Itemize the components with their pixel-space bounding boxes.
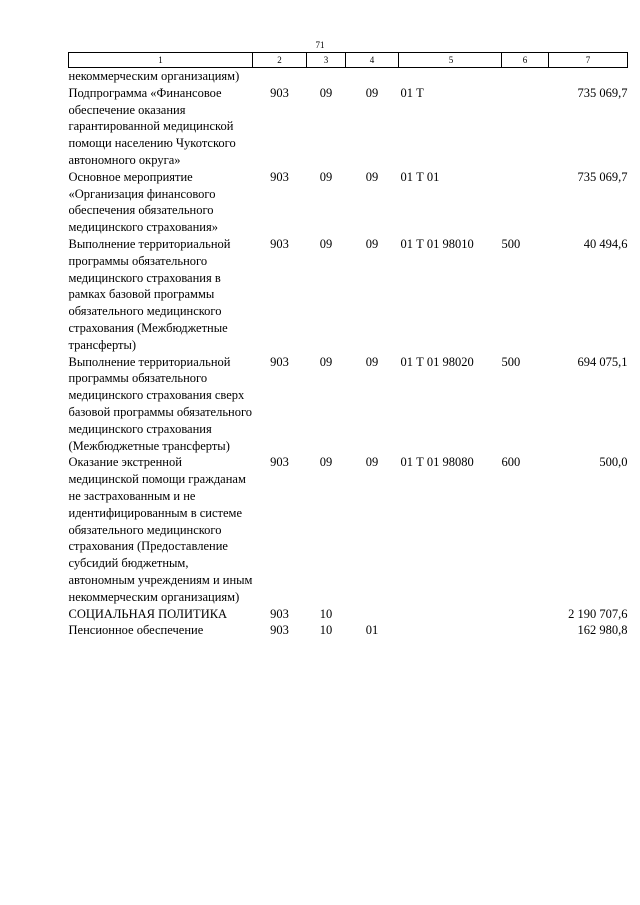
table-row [69,354,628,455]
row-target-item: 01 Т 01 [400,169,440,184]
row-ministry-code: 903 [270,236,289,251]
row-section: 09 [319,85,333,100]
row-name: Выполнение территориальной программы обязательного медицинского страхования сверх базовой программы обязательного медицинского страхования (Межбюджетные трансферты) [68,354,253,453]
row-section: 09 [319,455,333,470]
row-name: Оказание экстренной медицинской помощи гражданам не застрахованным и не идентифицированным в системе обязательного медицинского страхования (Предоставление субсидий бюджетным, автономным учреждениям и иным некоммерческим организациям) [68,455,253,604]
table-row [69,236,628,354]
row-subsection: 01 [365,623,379,638]
row-expense-type: 600 [501,455,521,470]
row-subsection: 09 [365,169,379,184]
row-subsection [346,606,399,623]
header-col-3: 3 [307,53,346,68]
row-name: Основное мероприятие «Организация финансового обеспечения обязательного медицинского страхования» [68,169,218,235]
row-ministry-code [253,68,307,85]
row-ministry-code: 903 [270,606,289,621]
table-row [69,68,628,85]
row-section: 09 [319,169,333,184]
row-ministry-code: 903 [270,169,289,184]
row-amount: 500,0 [599,455,628,470]
row-subsection: 09 [365,236,379,251]
row-amount: 735 069,7 [577,169,628,184]
table-row [69,454,628,605]
row-subsection: 09 [365,455,379,470]
header-col-4: 4 [346,53,399,68]
row-amount [549,68,628,85]
header-col-5: 5 [399,53,502,68]
row-name: Пенсионное обеспечение [68,623,204,638]
row-expense-type [502,68,549,85]
row-amount: 735 069,7 [577,85,628,100]
row-expense-type [502,622,549,639]
row-name: Выполнение территориальной программы обязательного медицинского страхования в рамках базовой программы обязательного медицинского страхования (Межбюджетные трансферты) [68,236,231,352]
row-ministry-code: 903 [270,85,289,100]
row-target-item: 01 Т [400,85,424,100]
row-ministry-code: 903 [270,354,289,369]
row-target-item [399,622,502,639]
row-section: 09 [319,236,333,251]
row-expense-type: 500 [501,354,521,369]
row-expense-type [502,169,549,236]
row-section: 09 [319,354,333,369]
table-row [69,85,628,169]
row-amount: 2 190 707,6 [568,606,628,621]
table-header-row [69,53,628,68]
row-section: 10 [319,623,333,638]
row-subsection: 09 [365,85,379,100]
budget-table [68,52,628,639]
row-amount: 40 494,6 [583,236,628,251]
header-col-1: 1 [69,53,253,68]
row-section [307,68,346,85]
page-number: 71 [315,40,325,50]
row-name: некоммерческим организациям) [68,69,240,83]
row-target-item [399,606,502,623]
row-target-item: 01 Т 01 98020 [400,354,474,369]
row-target-item: 01 Т 01 98080 [400,455,474,470]
row-section: 10 [319,606,333,621]
row-subsection [346,68,399,85]
row-ministry-code: 903 [270,455,289,470]
row-amount: 694 075,1 [577,354,628,369]
row-target-item [399,68,502,85]
row-expense-type: 500 [501,236,521,251]
table-row [69,169,628,236]
row-ministry-code: 903 [270,623,289,638]
header-col-7: 7 [549,53,628,68]
row-target-item: 01 Т 01 98010 [400,236,474,251]
row-name: Подпрограмма «Финансовое обеспечение оказания гарантированной медицинской помощи населению Чукотского автономного округа» [68,85,236,167]
row-expense-type [502,606,549,623]
row-amount: 162 980,8 [577,623,628,638]
table-row [69,606,628,623]
row-expense-type [502,85,549,169]
table-row [69,622,628,639]
row-subsection: 09 [365,354,379,369]
header-col-6: 6 [502,53,549,68]
header-col-2: 2 [253,53,307,68]
row-name: СОЦИАЛЬНАЯ ПОЛИТИКА [68,606,228,621]
